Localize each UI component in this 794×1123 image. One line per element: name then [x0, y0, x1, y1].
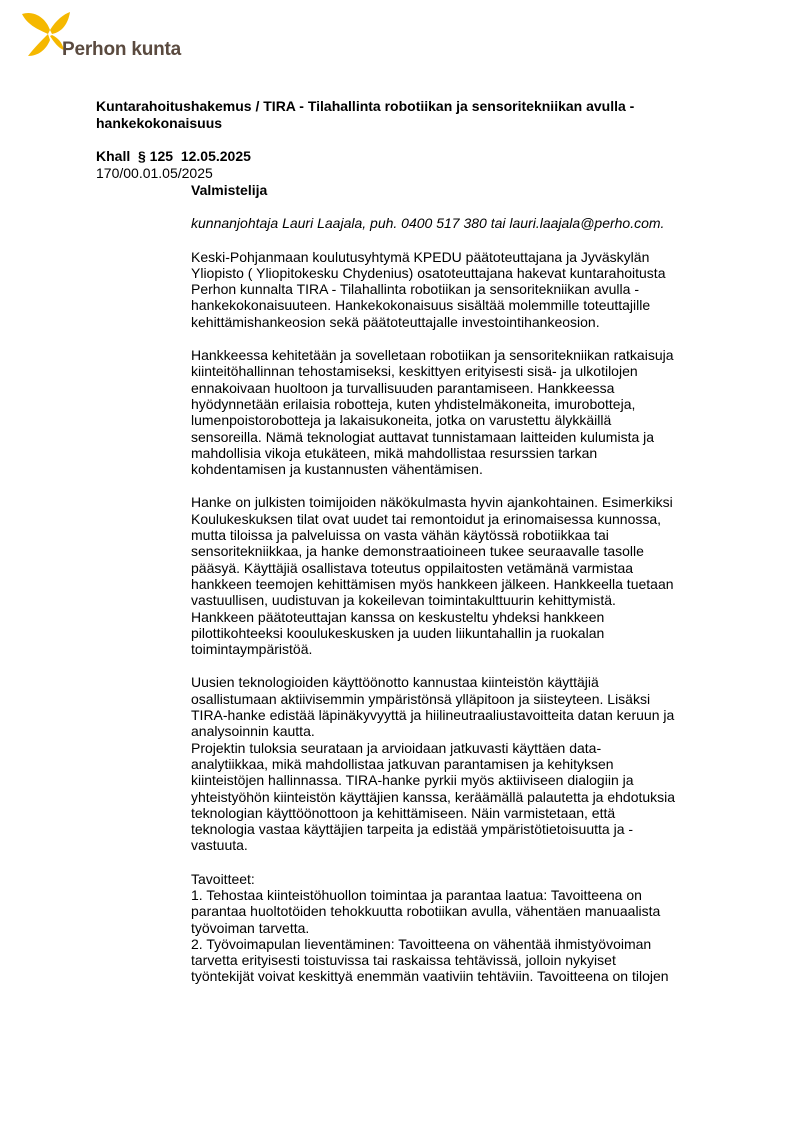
paragraph-line: Koulukeskuksen tilat ovat uudet tai remontoidut ja erinomaisessa kunnossa, — [191, 510, 662, 527]
paragraph-line: Hankkeessa kehitetään ja sovelletaan robotiikan ja sensoritekniikan ratkaisuja — [191, 347, 674, 364]
paragraph-line: pääsyä. Käyttäjiä osallistava toteutus oppilaitosten vetämänä varmistaa — [191, 559, 634, 576]
paragraph-line: Projektin tuloksia seurataan ja arvioidaan jatkuvasti käyttäen data- — [191, 739, 602, 756]
paragraph-line: tarvetta erityisesti toistuvissa tai raskaissa tehtävissä, jolloin nykyiset — [191, 952, 616, 969]
paragraph-line: analysoinnin kautta. — [191, 723, 315, 740]
paragraph-line: vastuullisen, uudistuvan ja kokeilevan toimintakulttuurin kehittymistä. — [191, 592, 616, 609]
body-paragraph — [191, 249, 711, 330]
paragraph-line: työntekijät voivat keskittyä enemmän vaativiin tehtäviin. Tavoitteena on tilojen — [191, 968, 669, 985]
body-paragraph — [191, 871, 711, 985]
logo-text: Perhon kunta — [62, 39, 182, 60]
paragraph-line: 2. Työvoimapulan lieventäminen: Tavoitteena on vähentää ihmistyövoiman — [191, 935, 652, 952]
paragraph-line: hankkeen teemojen kehittämisen myös hankkeen jälkeen. Hankkeella tuetaan — [191, 575, 674, 592]
paragraph-line: lumenpoistorobotteja ja lakaisukoneita, jotka on varustettu älykkäillä — [191, 412, 612, 429]
body-paragraph — [191, 494, 711, 657]
paragraph-line: Perhon kunnalta TIRA - Tilahallinta robotiikan ja sensoritekniikan avulla - — [191, 281, 639, 298]
paragraph-line: mahdollisia vikoja etukäteen, mikä mahdollistaa resurssien tarkan — [191, 444, 598, 461]
paragraph-line: toimintaympäristöä. — [191, 641, 313, 658]
paragraph-line: ennakoivaan huoltoon ja turvallisuuden parantamiseen. Hankkeessa — [191, 379, 615, 396]
title-line: hankekokonaisuus — [96, 115, 223, 131]
body-paragraph — [191, 674, 711, 739]
paragraph-line: teknologia vastaa käyttäjien tarpeita ja edistää ympäristötietoisuutta ja - — [191, 821, 634, 838]
document-body — [191, 182, 711, 985]
paragraph-line: sensoreilla. Nämä teknologiat auttavat tunnistamaan laitteiden kulumista ja — [191, 428, 655, 445]
paragraph-line: analytiikkaa, mikä mahdollistaa jatkuvan parantamisen ja kehityksen — [191, 755, 614, 772]
paragraph-line: kehittämishankeosion sekä päätoteuttajalle investointihankeosion. — [191, 313, 600, 330]
perho-logo — [20, 10, 190, 62]
section-heading: Valmistelija — [191, 182, 268, 198]
paragraph-line: Tavoitteet: — [191, 870, 255, 887]
paragraph-line: Hankkeen päätoteuttajan kanssa on keskusteltu yhdeksi hankkeen — [191, 608, 605, 625]
paragraph-line: Uusien teknologioiden käyttöönotto kannustaa kiinteistön käyttäjiä — [191, 674, 599, 691]
title-line: Kuntarahoitushakemus / TIRA - Tilahallinta robotiikan ja sensoritekniikan avulla - — [96, 98, 635, 114]
paragraph-line: hyödynnetään erilaisia robotteja, kuten yhdistelmäkoneita, imurobotteja, — [191, 395, 636, 412]
paragraph-line: parantaa huoltotöiden tehokkuutta robotiikan avulla, vähentäen manuaalista — [191, 903, 661, 920]
body-paragraph — [191, 740, 711, 854]
paragraph-line: hankekokonaisuuteen. Hankekokonaisuus sisältää molemmille toteuttajille — [191, 297, 651, 314]
paragraph-line: 1. Tehostaa kiinteistöhuollon toimintaa ja parantaa laatua: Tavoitteena on — [191, 886, 642, 903]
meeting-reference: Khall § 125 12.05.2025 — [96, 148, 251, 164]
paragraph-line: Yliopisto ( Yliopitokesku Chydenius) osatoteuttajana hakevat kuntarahoitusta — [191, 264, 666, 281]
paragraph-line: mutta tiloissa ja palveluissa on vasta vähän käytössä robotiikkaa tai — [191, 527, 609, 544]
paragraph-line: yhteistyöhön kiinteistön käyttäjien kanssa, keräämällä palautetta ja ehdotuksia — [191, 788, 676, 805]
paragraph-line: kiinteistöjen hallinnassa. TIRA-hanke pyrkii myös aktiiviseen dialogiin ja — [191, 772, 634, 789]
paragraph-line: TIRA-hanke edistää läpinäkyvyyttä ja hiilineutraaliustavoitteita datan keruun ja — [191, 707, 675, 724]
paragraph-line: Hanke on julkisten toimijoiden näkökulmasta hyvin ajankohtainen. Esimerkiksi — [191, 494, 673, 511]
paragraphs — [191, 249, 711, 985]
paragraph-line: teknologian käyttöönottoon ja kehittämiseen. Näin varmistetaan, että — [191, 804, 616, 821]
paragraph-line: Keski-Pohjanmaan koulutusyhtymä KPEDU päätoteuttajana ja Jyväskylän — [191, 248, 650, 265]
paragraph-line: vastuuta. — [191, 837, 248, 854]
paragraph-line: kohdentamisen ja kustannusten vähentämisen. — [191, 461, 483, 478]
diary-number: 170/00.01.05/2025 — [96, 165, 213, 181]
paragraph-line: kiinteitöhallinnan tehostamiseksi, keskittyen erityisesti sisä- ja ulkotilojen — [191, 363, 638, 380]
body-paragraph — [191, 347, 711, 477]
paragraph-line: sensoritekniikkaa, ja hanke demonstraatioineen tukee seuraavalle tasolle — [191, 543, 644, 560]
paragraph-line: työvoiman tarvetta. — [191, 919, 310, 936]
document-title — [96, 98, 696, 132]
paragraph-line: osallistumaan aktiivisemmin ympäristönsä ylläpitoon ja siisteyteen. Lisäksi — [191, 690, 651, 707]
preparer-info: kunnanjohtaja Lauri Laajala, puh. 0400 517 380 tai lauri.laajala@perho.com. — [191, 215, 665, 232]
paragraph-line: pilottikohteeksi kooulukeskusken ja uuden liikuntahallin ja ruokalan — [191, 624, 605, 641]
